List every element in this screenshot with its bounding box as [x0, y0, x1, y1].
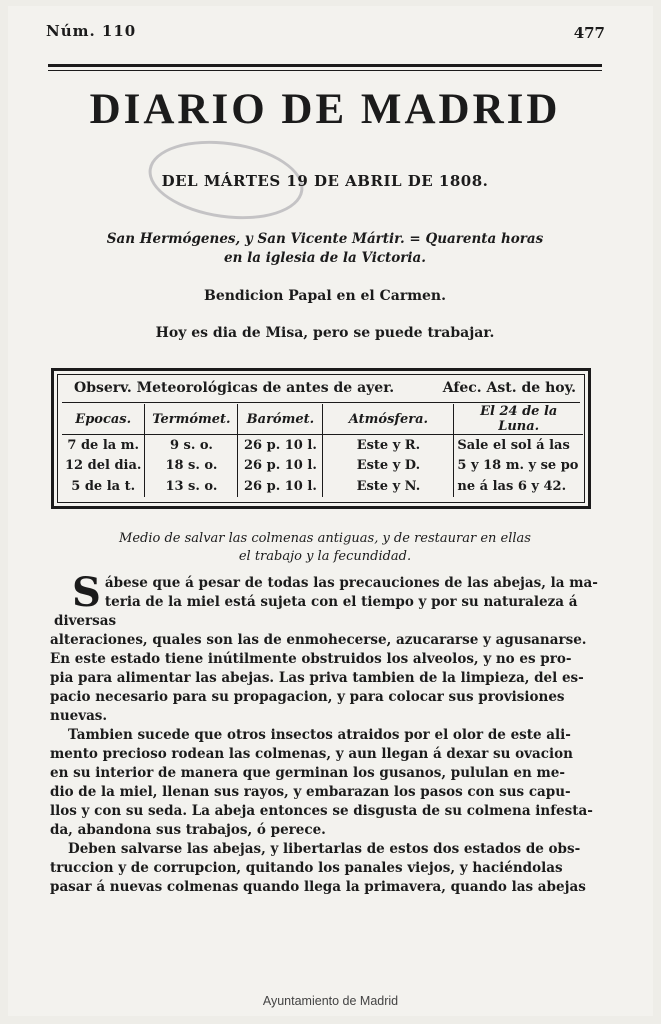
table-cell: 18 s. o. — [145, 456, 238, 477]
table-row — [62, 476, 583, 497]
table-cell: 5 y 18 m. y se po — [454, 456, 583, 477]
table-cell: 7 de la m. — [67, 437, 140, 453]
misa-notice: Hoy es dia de Misa, pero se puede trabajar. — [155, 325, 495, 341]
text-line: pacio necesario para su propagacion, y para colocar sus provisiones — [50, 689, 565, 705]
meteo-heading-left: Observ. Meteorológicas de antes de ayer. — [74, 380, 395, 396]
table-cell: Sale el sol á las — [454, 435, 583, 456]
text-line: Deben salvarse las abejas, y libertarlas de estos dos estados de obs- — [68, 841, 581, 857]
text-line: dio de la miel, llenan sus rayos, y embarazan los pasos con sus capu- — [50, 784, 571, 800]
paragraph-3 — [50, 840, 598, 897]
table-cell: Este y D. — [323, 456, 454, 477]
saints-line: San Hermógenes, y San Vicente Mártir. = Quarenta horas — [106, 231, 544, 247]
text-line: da, abandona sus trabajos, ó perece. — [50, 822, 326, 838]
article-body — [50, 569, 598, 897]
table-cell: 13 s. o. — [145, 476, 238, 497]
paragraph-2 — [50, 726, 598, 840]
table-cell: ne á las 6 y 42. — [454, 476, 583, 497]
table-cell: Este y N. — [323, 476, 454, 497]
footer-credit: Ayuntamiento de Madrid — [262, 994, 399, 1008]
dateline: DEL MÁRTES 19 DE ABRIL DE 1808. — [161, 172, 489, 190]
table-cell: 26 p. 10 l. — [238, 456, 323, 477]
drop-cap: S — [72, 569, 101, 616]
issue-number: Núm. 110 — [46, 22, 137, 40]
table-row — [62, 456, 583, 477]
meteo-table — [62, 404, 583, 497]
text-line: pasar á nuevas colmenas quando llega la primavera, quando las abejas — [50, 879, 586, 895]
page-number: 477 — [573, 24, 605, 42]
column-header: El 24 de la Luna. — [454, 404, 583, 435]
table-cell: 26 p. 10 l. — [238, 435, 323, 456]
table-cell: 26 p. 10 l. — [238, 476, 323, 497]
text-line: alteraciones, quales son las de enmohecerse, azucararse y agusanarse. — [50, 632, 587, 648]
text-line: teria de la miel está sujeta con el tiempo y por su naturaleza á diversas — [54, 594, 578, 629]
text-line: truccion y de corrupcion, quitando los panales viejos, y haciéndolas — [50, 860, 563, 876]
text-line: en su interior de manera que germinan los gusanos, pululan en me- — [50, 765, 565, 781]
saints-of-the-day — [70, 230, 580, 268]
article-heading-line: Medio de salvar las colmenas antiguas, y de restaurar en ellas — [119, 531, 531, 546]
table-cell: 9 s. o. — [145, 435, 238, 456]
text-line: mento precioso rodean las colmenas, y aun llegan á dexar su ovacion — [50, 746, 573, 762]
table-cell: 5 de la t. — [71, 478, 136, 494]
meteorological-box — [51, 368, 591, 509]
column-header: Atmósfera. — [323, 404, 454, 435]
text-line: pia para alimentar las abejas. Las priva tambien de la limpieza, del es- — [50, 670, 584, 686]
saints-line: en la iglesia de la Victoria. — [224, 250, 426, 266]
bendicion-notice: Bendicion Papal en el Carmen. — [204, 288, 446, 304]
text-line: Tambien sucede que otros insectos atraidos por el olor de este ali- — [68, 727, 571, 743]
table-cell: 12 del dia. — [65, 458, 142, 474]
masthead-title: DIARIO DE MADRID — [89, 86, 561, 133]
table-row — [62, 435, 583, 456]
text-line: ábese que á pesar de todas las precauciones de las abejas, la ma- — [104, 575, 598, 591]
column-header: Barómet. — [238, 404, 323, 435]
text-line: nuevas. — [50, 708, 108, 724]
top-rule-thin — [48, 70, 602, 71]
table-cell: Este y R. — [323, 435, 454, 456]
article-heading-line: el trabajo y la fecundidad. — [238, 549, 412, 564]
column-header: Termómet. — [145, 404, 238, 435]
meteo-heading-right: Afec. Ast. de hoy. — [442, 380, 576, 396]
meteo-header-row — [62, 404, 583, 435]
meteo-heading-rule — [62, 402, 580, 403]
text-line: llos y con su seda. La abeja entonces se disgusta de su colmena infesta- — [50, 803, 593, 819]
article-heading — [70, 530, 580, 566]
paragraph-1 — [50, 569, 598, 726]
column-header: Epocas. — [62, 404, 145, 435]
top-rule-thick — [48, 64, 602, 67]
text-line: En este estado tiene inútilmente obstruidos los alveolos, y no es pro- — [50, 651, 572, 667]
